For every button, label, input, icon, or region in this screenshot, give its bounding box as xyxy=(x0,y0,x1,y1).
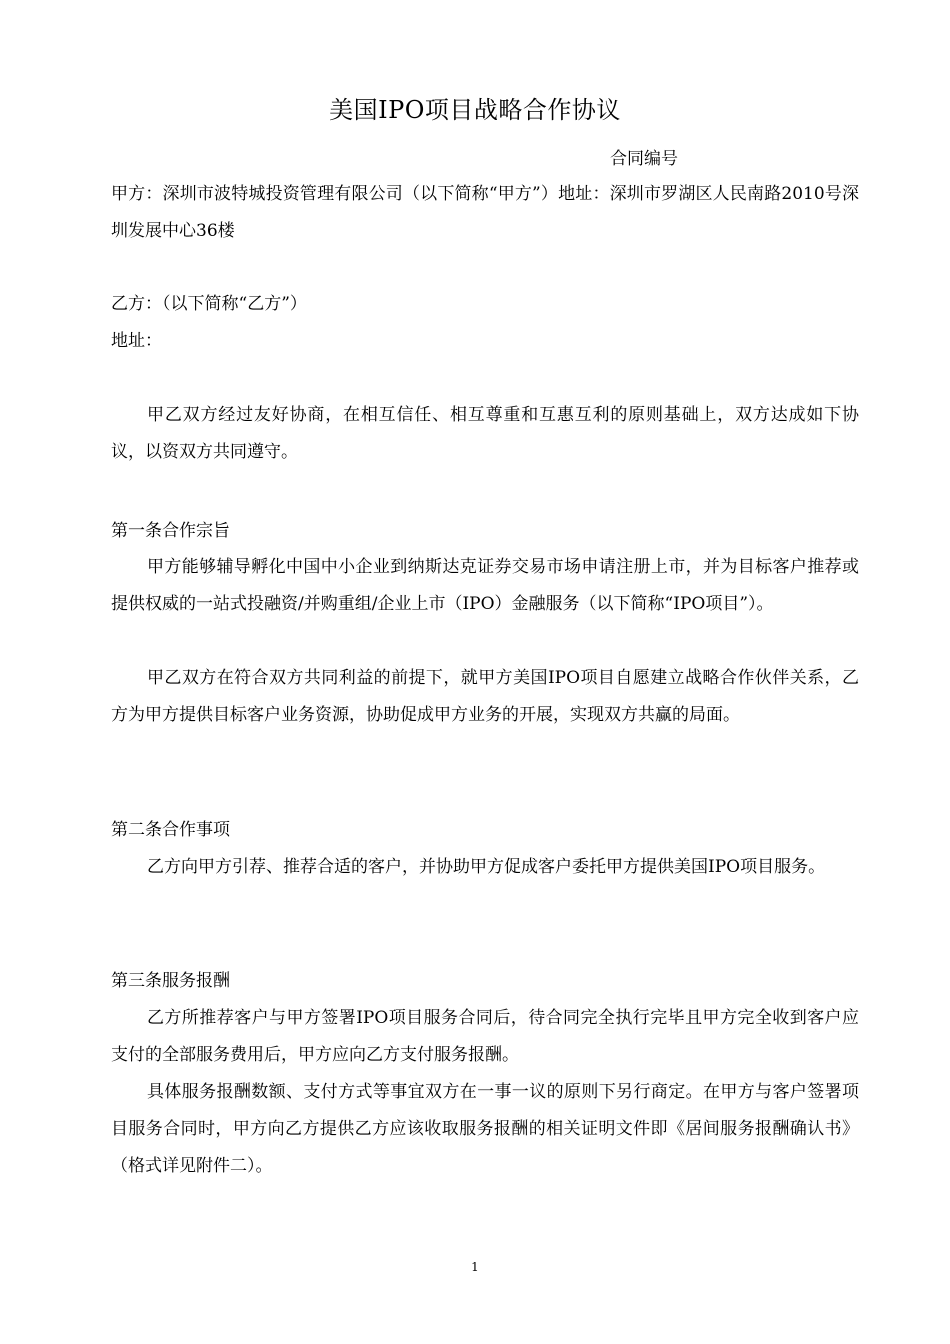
contract-number-label: 合同编号 xyxy=(610,149,678,169)
article-1-paragraph-1: 甲方能够辅导孵化中国中小企业到纳斯达克证券交易市场申请注册上市，并为目标客户推荐或提供权威的一站式投融资/并购重组/企业上市（IPO）金融服务（以下简称“IPO项目”）。 xyxy=(111,557,859,614)
preamble-paragraph: 甲乙双方经过友好协商，在相互信任、相互尊重和互惠互利的原则基础上，双方达成如下协议，以资双方共同遵守。 xyxy=(111,405,859,462)
article-2-paragraph-1: 乙方向甲方引荐、推荐合适的客户，并协助甲方促成客户委托甲方提供美国IPO项目服务。 xyxy=(147,857,826,877)
article-1-heading: 第一条合作宗旨 xyxy=(111,521,230,541)
article-3-heading: 第三条服务报酬 xyxy=(111,971,230,991)
party-a-info: 甲方：深圳市波特城投资管理有限公司（以下简称“甲方”）地址：深圳市罗湖区人民南路2010号深圳发展中心36楼 xyxy=(111,184,859,241)
document-title: 美国IPO项目战略合作协议 xyxy=(329,96,621,124)
article-2-heading: 第二条合作事项 xyxy=(111,820,230,840)
page-number: 1 xyxy=(471,1260,479,1274)
article-1-paragraph-2: 甲乙双方在符合双方共同利益的前提下，就甲方美国IPO项目自愿建立战略合作伙伴关系，乙方为甲方提供目标客户业务资源，协助促成甲方业务的开展，实现双方共赢的局面。 xyxy=(111,668,859,725)
article-3-paragraph-1: 乙方所推荐客户与甲方签署IPO项目服务合同后，待合同完全执行完毕且甲方完全收到客户应支付的全部服务费用后，甲方应向乙方支付服务报酬。 xyxy=(111,1008,859,1065)
party-b-address: 地址： xyxy=(111,331,162,351)
party-b-info: 乙方：（以下简称“乙方”） xyxy=(111,294,307,314)
article-3-paragraph-2: 具体服务报酬数额、支付方式等事宜双方在一事一议的原则下另行商定。在甲方与客户签署项目服务合同时，甲方向乙方提供乙方应该收取服务报酬的相关证明文件即《居间服务报酬确认书》（格式详见附件二）。 xyxy=(111,1082,859,1176)
